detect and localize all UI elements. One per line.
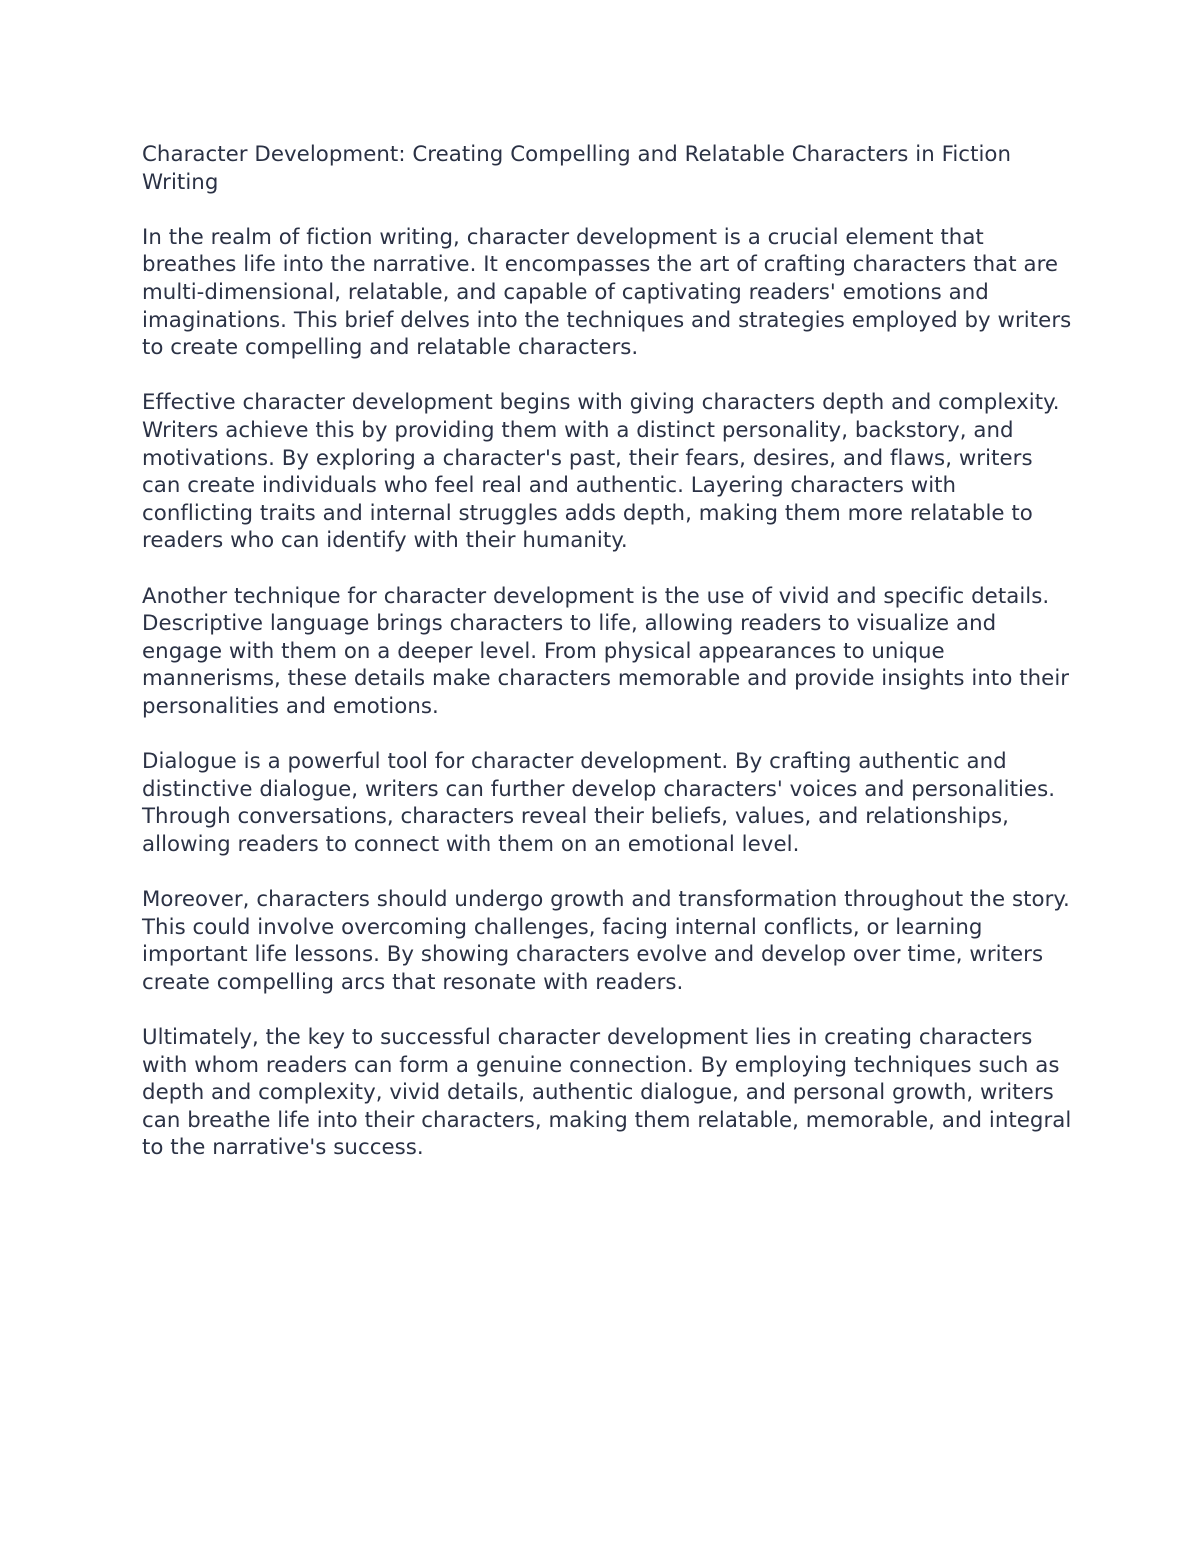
- paragraph-details: Another technique for character development is the use of vivid and specific details. Descriptive language brings characters to life, allowing readers to visualize and engage with them on a deeper level. From physical appearances to unique mannerisms, these details make characters memorable and provide insights into their personalities and emotions.: [142, 583, 1070, 719]
- document-body: [142, 141, 1072, 1190]
- paragraph-dialogue: Dialogue is a powerful tool for character development. By crafting authentic and distinctive dialogue, writers can further develop characters' voices and personalities. Through conversations, characters reveal their beliefs, values, and relationships, allowing readers to connect with them on an emotional level.: [142, 749, 1056, 857]
- paragraph-intro: In the realm of fiction writing, character development is a crucial element that breathes life into the narrative. It encompasses the art of crafting characters that are multi-dimensional, relatable, and capable of captivating readers' emotions and imaginations. This brief delves into the techniques and strategies employed by writers to create compelling and relatable characters.: [142, 224, 1072, 361]
- paragraph-growth: Moreover, characters should undergo growth and transformation throughout the story. This could involve overcoming challenges, facing internal conflicts, or learning important life lessons. By showing characters evolve and develop over time, writers create compelling arcs that resonate with readers.: [142, 887, 1070, 995]
- paragraph-depth: Effective character development begins with giving characters depth and complexity. Writers achieve this by providing them with a distinct personality, backstory, and motivations. By exploring a character's past, their fears, desires, and flaws, writers can create individuals who feel real and authentic. Layering characters with conflicting traits and internal struggles adds depth, making them more relatable to readers who can identify with their humanity.: [142, 390, 1060, 554]
- document-title: Character Development: Creating Compelling and Relatable Characters in Fiction Writing: [142, 142, 1012, 195]
- paragraph-conclusion: Ultimately, the key to successful character development lies in creating characters with whom readers can form a genuine connection. By employing techniques such as depth and complexity, vivid details, authentic dialogue, and personal growth, writers can breathe life into their characters, making them relatable, memorable, and integral to the narrative's success.: [142, 1025, 1072, 1161]
